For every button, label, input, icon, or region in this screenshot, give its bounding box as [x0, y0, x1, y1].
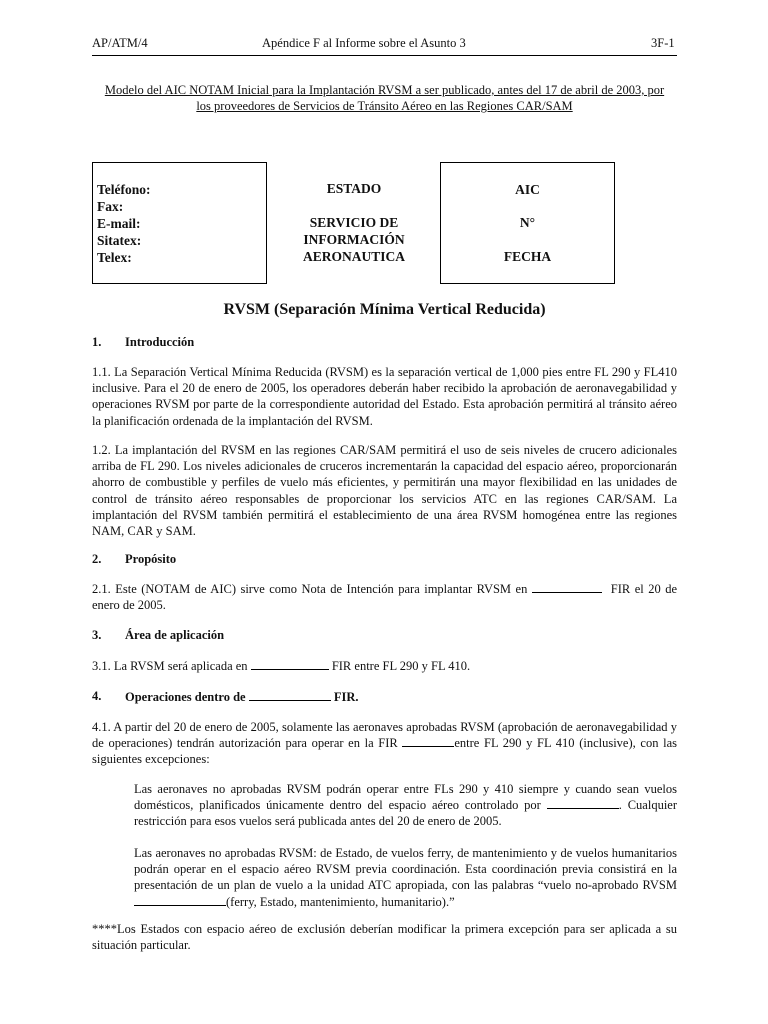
title-line-1: Modelo del AIC NOTAM Inicial para la Implantación RVSM a ser publicado, antes del 17 de abril de 2003, por [104, 83, 665, 97]
paragraph-2-1-start: 2.1. Este (NOTAM de AIC) sirve como Nota de Intención para implantar RVSM en [92, 582, 528, 596]
exception-1-start: Las aeronaves no aprobadas RVSM podrán operar entre FLs 290 y 410 siempre y cuando sean vuelos domésticos, planificados únicamente dentro del espacio aéreo controlado por [134, 782, 677, 813]
section-2-number: 2. [92, 552, 102, 566]
servicio-line-3: AERONAUTICA [302, 249, 405, 264]
fir-blank [402, 735, 454, 747]
fecha-label: FECHA [503, 249, 552, 264]
header-right: 3F-1 [651, 36, 675, 50]
email-label: E-mail: [97, 216, 141, 231]
exception-1-end: . Cualquier restricción para esos vuelos será publicada antes del 20 de enero de 2005. [134, 798, 677, 829]
fir-blank [532, 581, 602, 593]
servicio-line-2: INFORMACIÓN [303, 232, 405, 247]
section-3-title: Área de aplicación [125, 628, 225, 642]
rvsm-heading: RVSM (Separación Mínima Vertical Reducida) [223, 301, 546, 318]
paragraph-4-1-start: 4.1. A partir del 20 de enero de 2005, solamente las aeronaves aprobadas RVSM (aprobación de aeronavegabilidad y de operaciones) tendrán autorización para operar en la FIR [92, 720, 677, 751]
aic-label: AIC [515, 182, 540, 197]
paragraph-2-1-end: FIR el 20 de enero de 2005. [92, 582, 677, 613]
rvsm-blank [134, 894, 226, 906]
controller-blank [547, 797, 619, 809]
aic-box [440, 162, 615, 284]
exclusion-note: ****Los Estados con espacio aéreo de exclusión deberían modificar la primera excepción para ser aplicada a su situación particular. [92, 922, 677, 953]
numero-label: N° [519, 215, 536, 230]
exception-2 [134, 845, 677, 910]
section-4-number: 4. [92, 689, 102, 703]
paragraph-3-1-end: FIR entre FL 290 y FL 410. [331, 659, 471, 673]
estado-label: ESTADO [326, 181, 382, 196]
sitatex-label: Sitatex: [97, 233, 142, 248]
paragraph-4-1 [92, 719, 677, 768]
exception-2-start: Las aeronaves no aprobadas RVSM: de Estado, de vuelos ferry, de mantenimiento y de vuelos humanitarios podrán operar en el espacio aéreo RVSM previa coordinación. Esta coordinación previa consistirá en la presentación de un plan de vuelo a la unidad ATC apropiada, con las palabras “vuelo no-aprobado RVSM [134, 846, 677, 893]
servicio-line-1: SERVICIO DE [309, 215, 399, 230]
section-4-title-start: Operaciones dentro de [125, 690, 246, 704]
fax-label: Fax: [97, 199, 124, 214]
telefono-label: Teléfono: [97, 182, 151, 197]
exception-1 [134, 781, 677, 830]
telex-label: Telex: [97, 250, 132, 265]
fir-blank [251, 658, 329, 670]
exception-2-end: (ferry, Estado, mantenimiento, humanitario).” [226, 894, 455, 909]
paragraph-3-1 [92, 658, 677, 674]
paragraph-4-1-end: entre FL 290 y FL 410 (inclusive), con las siguientes excepciones: [92, 736, 677, 767]
header-center: Apéndice F al Informe sobre el Asunto 3 [262, 36, 466, 50]
paragraph-3-1-start: 3.1. La RVSM será aplicada en [92, 659, 248, 673]
paragraph-1-2: 1.2. La implantación del RVSM en las regiones CAR/SAM permitirá el uso de seis niveles de crucero adicionales arriba de FL 290. Los niveles adicionales de cruceros incrementarán la capacidad del espacio aéreo, proporcionarán ahorro de combustible y perfiles de vuelo más eficientes, y permitirán una mayor flexibilidad en las unidades de control de tránsito aéreo responsables de proporcionar los servicios ATC en las regiones CAR/SAM. La implantación del RVSM también permitirá el establecimiento de una área RVSM homogénea entre las regiones NAM, CAR y SAM. [92, 443, 677, 539]
servicio-label [268, 214, 440, 265]
fir-blank [249, 689, 331, 701]
section-4-title [125, 689, 359, 705]
title-line-2: los proveedores de Servicios de Tránsito Aéreo en las Regiones CAR/SAM [196, 99, 573, 113]
estado-block [268, 162, 440, 284]
header-left: AP/ATM/4 [92, 36, 148, 50]
contact-box [92, 162, 267, 284]
section-3-number: 3. [92, 628, 102, 642]
section-1-title: Introducción [125, 335, 195, 349]
section-2-title: Propósito [125, 552, 177, 566]
paragraph-2-1 [92, 581, 677, 613]
section-1-number: 1. [92, 335, 102, 349]
header-rule [92, 55, 677, 56]
document-title [92, 82, 677, 114]
paragraph-1-1: 1.1. La Separación Vertical Mínima Reducida (RVSM) es la separación vertical de 1,000 pies entre FL 290 y FL410 inclusive. Para el 20 de enero de 2005, los operadores deberán haber recibido la aprobación de aeronavegabilidad y operaciones RVSM por parte de la correspondiente autoridad del Estado. Esta aprobación permitirá al tránsito aéreo la planificación ordenada de la implantación del RVSM. [92, 365, 677, 428]
section-4-title-end: FIR. [333, 690, 359, 704]
